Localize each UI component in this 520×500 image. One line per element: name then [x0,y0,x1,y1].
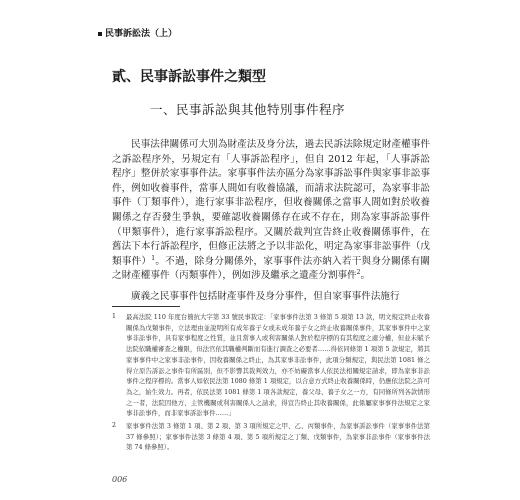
footnote-2 [112,421,430,453]
section-title: 貳、民事訴訟事件之類型 [112,69,266,85]
footnote-ref-1: 1 [151,254,156,262]
running-header [98,26,177,39]
paragraph-1-text-end: 。不過，除身分關係外，家事事件法亦納入若干與身分關係有關之財產權事件（丙類事件），例如涉及繼承之遺產分割事件 [112,255,431,282]
footnotes [112,312,430,455]
section-subtitle: 一、民事訴訟與其他特別事件程序 [150,102,346,117]
footnote-number: 2 [112,422,116,430]
footnote-text: 家事事件法第 3 條第 1 項、第 2 項、第 3 項所規定之甲、乙、丙類事件，為家事訴訟事件（家事事件法第 37 條參照）；家事事件法第 3 條第 4 項、第 5 項所規定之丁類、戊類事件，為家事非訟事件（家事事件法第 74 條參照）。 [126,422,430,452]
footnote-text: 最高法院 110 年度台簡抗大字第 33 號民事裁定：「家事事件法第 3 條第 5 項第 13 款，明文規定終止收養關係為戊類事件，立法理由並說明所有成年養子女或未成年養子女之終止收養關係事件，其家事事件中之家事非訟事件，具有家事程度之性質，並且當事人或利害關係人對於程序標的有其程度之處分權，但並未賦予法院依職權審查之權限，但法官依其職權判斷而有進行調查之必要者……得依同條第 1 項第 5 款規定，將其家事事件中之家事非訟事件，因收養關係之終止，為其家事非訟事件，此項分類規定，與民法第 1081 條之得立原告訴訟之事件有所區別，但不影響其裁判效力，亦不妨礙當事人依民法相關規定請求，即為家事非訟事件之程序標的。當事人如依民法第 1080 條第 1 項規定，以合意方式終止收養關係時，仍應依法院之許可為之，始生效力。再者，依民法第 1081 條第 1 項各款規定，養父母、養子女之一方，有同條所列各款情形之一者，法院因他方、主管機關或利害關係人之請求，得宣告終止其收養關係，此係屬家事事件法規定之家事非訟事件，而非家事訴訟事件……」 [126,313,430,418]
paragraph-1-tail: 。 [360,270,371,282]
header-square-icon [98,32,102,36]
paragraph-2: 廣義之民事事件包括財產事件及身分事件，但自家事事件法施行 [131,290,400,302]
paragraph-1 [112,138,430,284]
header-title: 民事訴訟法（上） [105,29,178,39]
page-number: 006 [112,475,128,484]
body-text [112,138,430,305]
paragraph-1-text: 民事法律關係可大別為財產法及身分法，過去民訴法除規定財產權事件之訴訟程序外，另規定有「人事訴訟程序」，但自 2012 年起，「人事訴訟程序」整併於家事事件法。家事事件法亦區分為家事訴訟事件與家事非訟事件，例如收養事件，當事人間如有收養協議，而請求法院認可，為家事非訟事件（丁類事件），進行家事非訟程序，但收養關係之當事人間如對於收養關係之存否發生爭執，要確認收養關係存在或不存在，則為家事訴訟事件（甲類事件），進行家事訴訟程序。又關於裁判宣告終止收養關係事件，在舊法下本行訴訟程序，但修正法將之予以非訟化，明定為家事非訟事件（戊類事件） [112,139,430,267]
footnote-number: 1 [112,313,116,320]
footnote-ref-2: 2 [356,269,361,277]
footnote-divider [112,306,180,307]
footnote-1 [112,312,430,419]
